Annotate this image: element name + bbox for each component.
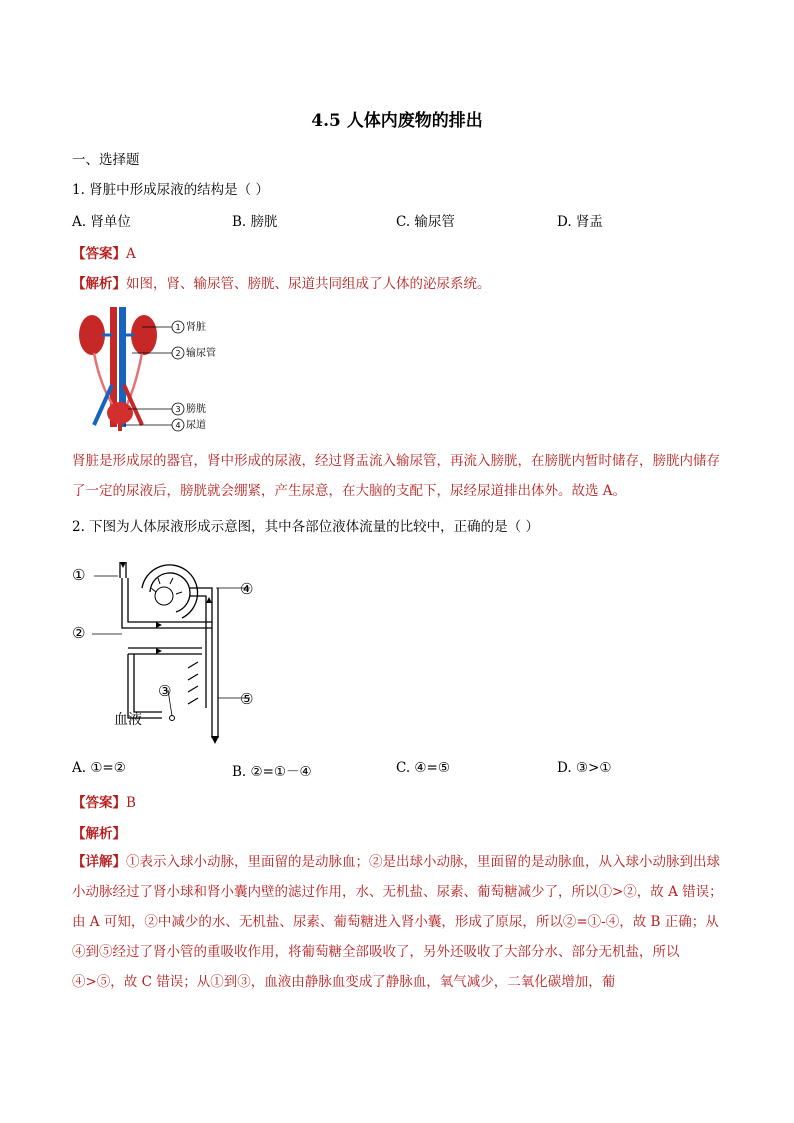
fig1-num-1: 1 bbox=[175, 323, 181, 332]
q2-option-b: B. ②=①－④ bbox=[232, 764, 312, 780]
q1-analysis-intro bbox=[72, 272, 491, 292]
analysis-tag: 【解析】 bbox=[72, 276, 126, 292]
answer-value: B bbox=[126, 795, 136, 811]
q2-answer bbox=[72, 791, 136, 811]
answer-tag: 【答案】 bbox=[72, 246, 126, 262]
q2-option-c: C. ④=⑤ bbox=[396, 760, 450, 776]
detail-body: ①表示入球小动脉，里面留的是动脉血；②是出球小动脉，里面留的是动脉血，从入球小动脉到出球小动脉经过了肾小球和肾小囊内壁的滤过作用，水、无机盐、尿素、葡萄糖减少了，所以①>②，故 A 错误；由 A 可知，②中减少的水、无机盐、尿素、葡萄糖进入肾小囊，形成了原尿，所以②=①-④，故 B 正确；从④到⑤经过了肾小管的重吸收作用，将葡萄糖全部吸收了，另外还吸收了大部分水、部分无机盐，所以④>⑤，故 C 错误；从①到③，血液由静脉血变成了静脉血，氧气减少，二氧化碳增加，葡 bbox=[72, 854, 723, 990]
nephron-label-3: ③ bbox=[158, 682, 172, 700]
label-kidney: 肾脏 bbox=[186, 322, 206, 333]
analysis-tag: 【解析】 bbox=[72, 826, 126, 842]
label-urethra: 尿道 bbox=[186, 420, 206, 431]
nephron-label-2: ② bbox=[72, 624, 86, 642]
q2-detail bbox=[72, 847, 724, 997]
detail-tag: 【详解】 bbox=[72, 854, 126, 870]
urinary-system-figure bbox=[72, 305, 232, 435]
label-bladder: 膀胱 bbox=[186, 404, 206, 415]
nephron-figure bbox=[72, 558, 272, 748]
urethra bbox=[118, 423, 122, 431]
q2-analysis-tag bbox=[72, 822, 126, 842]
glomerulus bbox=[155, 587, 173, 605]
q1-analysis-body: 肾脏是形成尿的器官，肾中形成的尿液，经过肾盂流入输尿管，再流入膀胱，在膀胱内暂时储存，膀胱内储存了一定的尿液后，膀胱就会绷紧，产生尿意，在大脑的支配下，尿经尿道排出体外。故选 A。 bbox=[72, 453, 720, 499]
left-kidney bbox=[79, 315, 105, 355]
answer-value: A bbox=[126, 246, 136, 262]
page-title: 4.5 人体内废物的排出 bbox=[311, 111, 483, 131]
section-heading: 一、选择题 bbox=[72, 152, 140, 168]
nephron-label-1: ① bbox=[72, 566, 86, 584]
q1-option-c: C. 输尿管 bbox=[396, 214, 455, 230]
analysis-intro-text: 如图，肾、输尿管、膀胱、尿道共同组成了人体的泌尿系统。 bbox=[126, 276, 491, 292]
nephron-label-5: ⑤ bbox=[240, 690, 254, 708]
q1-option-d: D. 肾盂 bbox=[557, 214, 603, 230]
fig1-num-2: 2 bbox=[175, 349, 181, 358]
q1-option-b: B. 膀胱 bbox=[232, 214, 278, 230]
right-kidney bbox=[131, 315, 157, 355]
q1-answer bbox=[72, 242, 136, 262]
question-2-stem: 2. 下图为人体尿液形成示意图，其中各部位液体流量的比较中，正确的是（ ） bbox=[72, 519, 539, 535]
question-1-stem: 1. 肾脏中形成尿液的结构是（ ） bbox=[72, 182, 269, 198]
fig1-num-3: 3 bbox=[175, 405, 181, 414]
q2-option-d: D. ③>① bbox=[557, 760, 612, 776]
answer-tag: 【答案】 bbox=[72, 795, 126, 811]
nephron-label-4: ④ bbox=[240, 580, 254, 598]
label-ureter: 输尿管 bbox=[186, 348, 216, 359]
q1-option-a: A. 肾单位 bbox=[72, 214, 131, 230]
q2-option-a: A. ①=② bbox=[72, 760, 126, 776]
nephron-label-blood: 血液 bbox=[114, 712, 142, 728]
fig1-num-4: 4 bbox=[175, 421, 181, 430]
bladder bbox=[107, 402, 133, 424]
